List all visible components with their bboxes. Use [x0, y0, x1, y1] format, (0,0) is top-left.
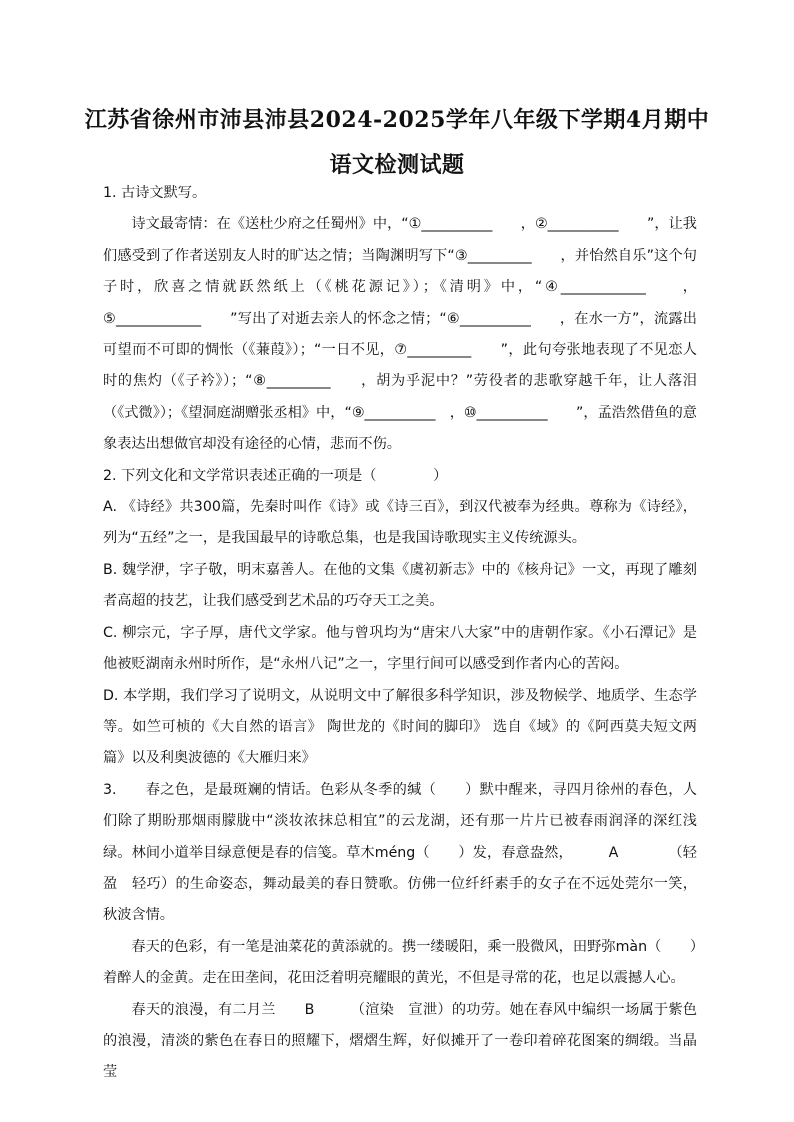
- question-1-heading: 1. 古诗文默写。: [103, 185, 207, 201]
- question-3-paragraph-3: 春天的浪漫，有二月兰 B （渲染 宣泄）的功劳。她在春风中编织一场属于紫色的浪漫，清淡的紫色在春日的照耀下，熠熠生辉，好似摊开了一卷印着碎花图案的绸缎。当晶莹: [103, 1001, 697, 1081]
- document-title-line1: 江苏省徐州市沛县沛县2024-2025学年八年级下学期4月期中: [84, 107, 710, 133]
- question-3-paragraph-1: 3. 春之色，是最斑斓的情话。色彩从冬季的缄（ ）默中醒来，寻四月徐州的春色，人们除了期盼那烟雨朦胧中“淡妆浓抹总相宜”的云龙湖，还有那一片片已被春雨润泽的深红浅绿。林间小道举目绿意便是春的信笺。草木méng（ ）发，春意盎然， A （轻盈 轻巧）的生命姿态，舞动最美的春日赞歌。仿佛一位纤纤素手的女子在不远处莞尔一笑，秋波含情。: [103, 781, 697, 924]
- question-1-body: 诗文最寄情：在《送杜少府之任蜀州》中，“①__________ ，②__________ ”，让我们感受到了作者送别友人时的旷达之情；当陶渊明写下“③_________ ，并怡然自乐”这个句子时，欣喜之情就跃然纸上（《桃花源记》）；《清明》中，“④____________ ，⑤____________ ”写出了对逝去亲人的怀念之情；“⑥__________ ，在水一方”，流露出可望而不可即的惆怅（《蒹葭》）；“一日不见，⑦_________ ”，此句夸张地表现了不见恋人时的焦灼（《子衿》）；“⑧_________ ，胡为乎泥中？”劳役者的悲歌穿越千年，让人落泪（《式微》）；《望洞庭湖赠张丞相》中，“⑨__________ ，⑩__________ ”，孟浩然借鱼的意象表达出想做官却没有途径的心情，悲而不伤。: [103, 216, 697, 453]
- question-2-option-b: B. 魏学洢，字子敬，明末嘉善人。在他的文集《虞初新志》中的《核舟记》一文，再现了雕刻者高超的技艺，让我们感受到艺术品的巧夺天工之美。: [103, 561, 697, 610]
- question-2-option-c: C. 柳宗元，字子厚，唐代文学家。他与曾巩均为“唐宋八大家”中的唐朝作家。《小石潭记》是他被贬湖南永州时所作，是“永州八记”之一，字里行间可以感受到作者内心的苦闷。: [103, 624, 697, 673]
- document-title-line2: 语文检测试题: [329, 152, 465, 178]
- question-2-option-d: D. 本学期，我们学习了说明文，从说明文中了解很多科学知识，涉及物候学、地质学、生态学等。如竺可桢的《大自然的语言》 陶世龙的《时间的脚印》 选自《域》的《阿西莫夫短文两篇》以及利奥波德的《大雁归来》: [103, 687, 697, 767]
- document-body: [103, 178, 697, 1089]
- question-3-paragraph-2: 春天的色彩，有一笔是油菜花的黄添就的。携一缕暖阳，乘一股微风，田野弥màn（ ）着醉人的金黄。走在田垄间，花田泛着明亮耀眼的黄光，不但是寻常的花，也足以震撼人心。: [103, 938, 697, 987]
- question-2-stem: 2. 下列文化和文学常识表述正确的一项是（ ）: [103, 467, 448, 484]
- question-2-option-a: A. 《诗经》共300篇，先秦时叫作《诗》或《诗三百》，到汉代被奉为经典。尊称为《诗经》，列为“五经”之一，是我国最早的诗歌总集，也是我国诗歌现实主义传统源头。: [103, 499, 697, 547]
